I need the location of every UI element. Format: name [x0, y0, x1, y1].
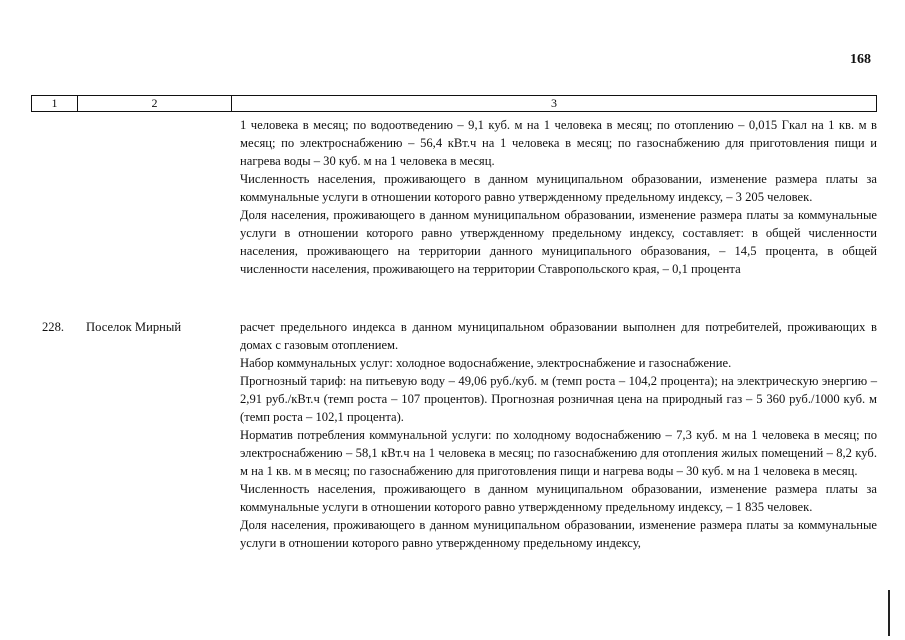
column-header-1: 1 [32, 96, 78, 111]
paragraph: Прогнозный тариф: на питьевую воду – 49,06 руб./куб. м (темп роста – 104,2 процента); на электрическую энергию – 2,91 руб./кВт.ч (темп роста – 107 процентов). Прогнозная розничная цена на природный газ – 5 360 руб./1000 куб. м (темп роста – 102,1 процента). [240, 374, 877, 424]
paragraph: Норматив потребления коммунальной услуги: по холодному водоснабжению – 7,3 куб. м на 1 человека в месяц; по электроснабжению – 58,1 кВт.ч на 1 человека в месяц; по газоснабжению для отопления жилых помещений – 8,2 куб. м на 1 кв. м в месяц; по газоснабжению для приготовления пищи и нагрева воды – 30 куб. м на 1 человека в месяц. [240, 428, 877, 478]
paragraph: Набор коммунальных услуг: холодное водоснабжение, электроснабжение и газоснабжение. [240, 356, 732, 370]
scan-edge-line [888, 590, 890, 636]
column-header-2: 2 [78, 96, 232, 111]
paragraph: 1 человека в месяц; по водоотведению – 9,1 куб. м на 1 человека в месяц; по отоплению – 0,015 Гкал на 1 кв. м в месяц; по электроснабжению – 56,4 кВт.ч на 1 человека в месяц; по газоснабжению для приготовления пищи и нагрева воды – 30 куб. м на 1 человека в месяц. [240, 118, 877, 168]
row-description [240, 318, 877, 552]
column-header-3: 3 [551, 96, 557, 110]
continuation-text [240, 116, 877, 278]
paragraph: Доля населения, проживающего в данном муниципальном образовании, изменение размера платы за коммунальные услуги в отношении которого равно утвержденному предельному индексу, составляет: в общей численности населения, проживающего на территории данного муниципального образования, – 14,5 процента, в общей численности населения, проживающего на территории Ставропольского края, – 0,1 процента [240, 208, 877, 276]
municipality-name: Поселок Мирный [86, 320, 182, 334]
paragraph: Численность населения, проживающего в данном муниципальном образовании, изменение размера платы за коммунальные услуги в отношении которого равно утвержденному предельному индексу, – 1 835 человек. [240, 482, 877, 514]
paragraph: Доля населения, проживающего в данном муниципальном образовании, изменение размера платы за коммунальные услуги в отношении которого равно утвержденному предельному индексу, [240, 518, 877, 550]
paragraph: Численность населения, проживающего в данном муниципальном образовании, изменение размера платы за коммунальные услуги в отношении которого равно утвержденному предельному индексу, – 3 205 человек. [240, 172, 877, 204]
paragraph: расчет предельного индекса в данном муниципальном образовании выполнен для потребителей, проживающих в домах с газовым отоплением. [240, 320, 877, 352]
row-number: 228. [42, 320, 65, 334]
column-header-row [31, 95, 877, 112]
page-number: 168 [850, 52, 871, 67]
